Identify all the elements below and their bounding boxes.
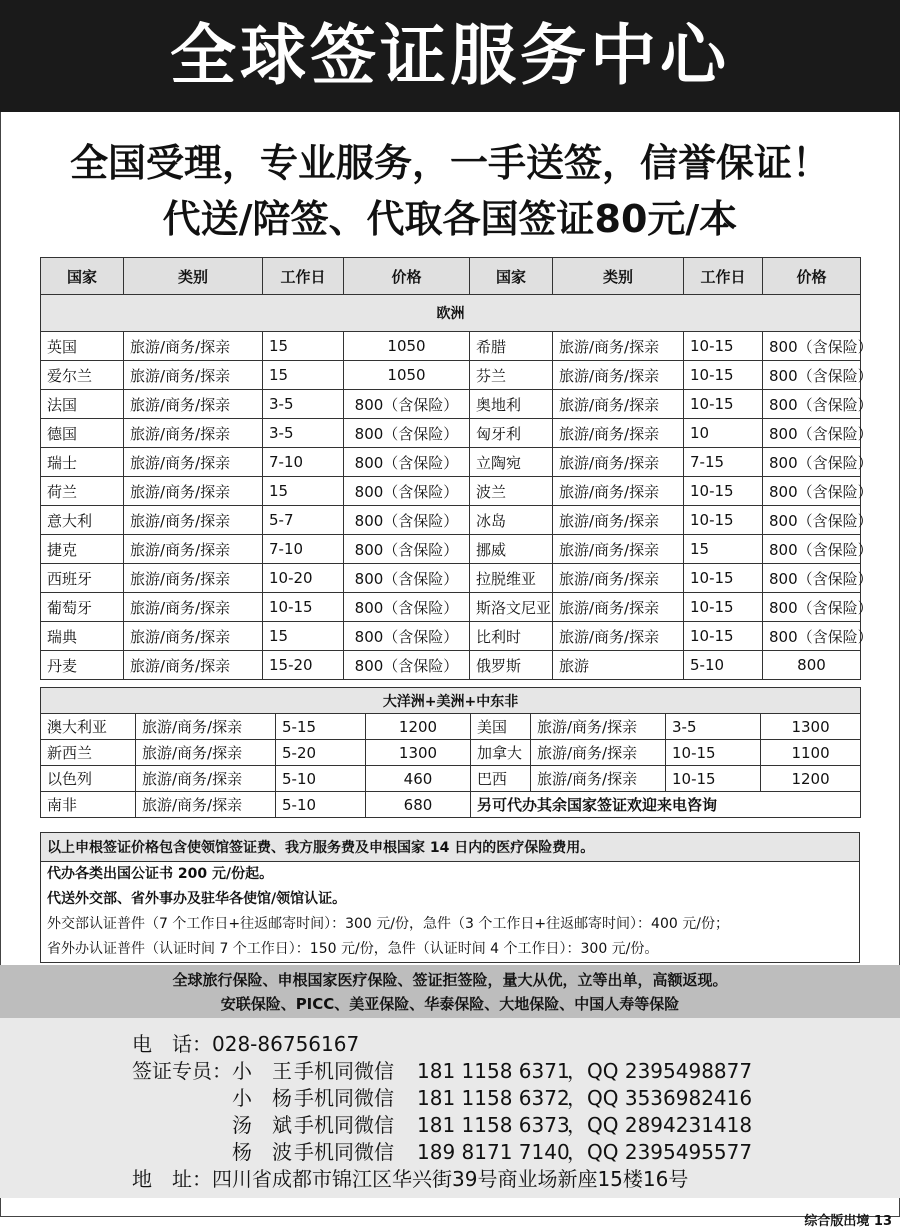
- category-cell: 旅游/商务/探亲: [124, 506, 263, 535]
- page-footer: [804, 1210, 892, 1229]
- price-cell: 800（含保险）: [763, 535, 861, 564]
- workdays-cell: 7-10: [263, 448, 344, 477]
- column-header: 价格: [344, 258, 470, 295]
- price-cell: 800（含保险）: [763, 419, 861, 448]
- workdays-cell: 7-10: [263, 535, 344, 564]
- workdays-cell: 5-7: [263, 506, 344, 535]
- workdays-cell: 10-15: [684, 506, 763, 535]
- agent-mobile: 181 1158 6372: [417, 1086, 570, 1110]
- other-countries-note: 另可代办其余国家签证欢迎来电咨询: [471, 792, 861, 818]
- price-cell: 800（含保险）: [344, 535, 470, 564]
- workdays-cell: 15: [263, 361, 344, 390]
- country-cell: 冰岛: [470, 506, 553, 535]
- price-cell: 800: [763, 651, 861, 680]
- country-cell: 丹麦: [41, 651, 124, 680]
- workdays-cell: 3-5: [263, 390, 344, 419]
- category-cell: 旅游/商务/探亲: [531, 714, 666, 740]
- price-cell: 800（含保险）: [763, 506, 861, 535]
- price-cell: 800（含保险）: [344, 506, 470, 535]
- price-cell: 800（含保险）: [344, 448, 470, 477]
- workdays-cell: 10: [684, 419, 763, 448]
- country-cell: 瑞典: [41, 622, 124, 651]
- section-title-others: 大洋洲+美洲+中东非: [41, 688, 861, 714]
- category-cell: 旅游/商务/探亲: [531, 766, 666, 792]
- note-line: 代送外交部、省外事办及驻华各使馆/领馆认证。: [47, 891, 347, 907]
- price-cell: 1300: [366, 740, 471, 766]
- workdays-cell: 10-15: [684, 477, 763, 506]
- workdays-cell: 15: [684, 535, 763, 564]
- table-row: [41, 535, 861, 564]
- price-cell: 800（含保险）: [763, 332, 861, 361]
- category-cell: 旅游/商务/探亲: [553, 506, 684, 535]
- address-row: [132, 1163, 688, 1192]
- category-cell: 旅游/商务/探亲: [136, 766, 276, 792]
- workdays-cell: 15-20: [263, 651, 344, 680]
- category-cell: 旅游/商务/探亲: [553, 564, 684, 593]
- agent-row: [232, 1055, 752, 1084]
- category-cell: 旅游/商务/探亲: [136, 714, 276, 740]
- category-cell: 旅游/商务/探亲: [124, 448, 263, 477]
- country-cell: 英国: [41, 332, 124, 361]
- country-cell: 捷克: [41, 535, 124, 564]
- phone-row: [132, 1028, 359, 1057]
- price-cell: 800（含保险）: [763, 593, 861, 622]
- column-header: 工作日: [263, 258, 344, 295]
- category-cell: 旅游/商务/探亲: [553, 361, 684, 390]
- category-cell: 旅游/商务/探亲: [553, 332, 684, 361]
- workdays-cell: 15: [263, 622, 344, 651]
- category-cell: 旅游/商务/探亲: [124, 477, 263, 506]
- agent-qq: ，QQ 3536982416: [567, 1086, 753, 1110]
- country-cell: 德国: [41, 419, 124, 448]
- workdays-cell: 5-20: [276, 740, 366, 766]
- country-cell: 意大利: [41, 506, 124, 535]
- price-cell: 800（含保险）: [763, 390, 861, 419]
- insurance-band: [0, 965, 900, 1018]
- agent-row: [232, 1082, 752, 1111]
- agent-note: 手机同微信: [294, 1113, 394, 1137]
- slogan-line-2: 代送/陪签、代取各国签证80元/本: [162, 197, 738, 241]
- price-cell: 800（含保险）: [344, 593, 470, 622]
- workdays-cell: 5-15: [276, 714, 366, 740]
- agent-note: 手机同微信: [294, 1059, 394, 1083]
- note-line: 代办各类出国公证书 200 元/份起。: [47, 866, 274, 882]
- other-regions-visa-table: [40, 687, 861, 818]
- agent-name: 杨 波: [232, 1140, 292, 1164]
- price-cell: 800（含保险）: [344, 419, 470, 448]
- price-cell: 1200: [366, 714, 471, 740]
- price-cell: 1200: [761, 766, 861, 792]
- agent-qq: ，QQ 2395495577: [567, 1140, 753, 1164]
- category-cell: 旅游/商务/探亲: [136, 792, 276, 818]
- workdays-cell: 10-15: [666, 740, 761, 766]
- country-cell: 美国: [471, 714, 531, 740]
- price-cell: 800（含保险）: [763, 361, 861, 390]
- page-number: 13: [873, 1214, 892, 1229]
- table-row: [41, 564, 861, 593]
- agent-qq: ，QQ 2894231418: [567, 1113, 753, 1137]
- column-header: 国家: [470, 258, 553, 295]
- workdays-cell: 10-20: [263, 564, 344, 593]
- category-cell: 旅游/商务/探亲: [124, 593, 263, 622]
- table-row: [41, 448, 861, 477]
- country-cell: 希腊: [470, 332, 553, 361]
- column-header: 工作日: [684, 258, 763, 295]
- phone-label: 电 话：: [132, 1032, 212, 1056]
- agent-row: [232, 1109, 752, 1138]
- column-header: 类别: [553, 258, 684, 295]
- category-cell: 旅游/商务/探亲: [124, 332, 263, 361]
- table-row: [41, 792, 861, 818]
- insurance-line-1: 全球旅行保险、申根国家医疗保险、签证拒签险，量大从优，立等出单，高额返现。: [172, 971, 728, 989]
- table-row: [41, 766, 861, 792]
- workdays-cell: 10-15: [684, 332, 763, 361]
- workdays-cell: 5-10: [684, 651, 763, 680]
- workdays-cell: 10-15: [684, 593, 763, 622]
- workdays-cell: 10-15: [684, 564, 763, 593]
- workdays-cell: 10-15: [263, 593, 344, 622]
- workdays-cell: 7-15: [684, 448, 763, 477]
- workdays-cell: 10-15: [666, 766, 761, 792]
- table-header-row: [41, 258, 861, 295]
- category-cell: 旅游/商务/探亲: [553, 593, 684, 622]
- agent-note: 手机同微信: [294, 1140, 394, 1164]
- country-cell: 南非: [41, 792, 136, 818]
- price-cell: 800（含保险）: [763, 622, 861, 651]
- price-cell: 800（含保险）: [344, 651, 470, 680]
- price-cell: 800（含保险）: [763, 448, 861, 477]
- workdays-cell: 3-5: [263, 419, 344, 448]
- slogan-line-1: 全国受理，专业服务，一手送签，信誉保证！: [69, 141, 830, 185]
- agent-name: 小 王: [232, 1059, 292, 1083]
- insurance-line-2: 安联保险、PICC、美亚保险、华泰保险、大地保险、中国人寿等保险: [220, 995, 680, 1013]
- table-row: [41, 593, 861, 622]
- price-cell: 1050: [344, 332, 470, 361]
- country-cell: 新西兰: [41, 740, 136, 766]
- category-cell: 旅游/商务/探亲: [136, 740, 276, 766]
- workdays-cell: 15: [263, 477, 344, 506]
- section-row-others: [41, 688, 861, 714]
- price-cell: 460: [366, 766, 471, 792]
- workdays-cell: 10-15: [684, 622, 763, 651]
- workdays-cell: 15: [263, 332, 344, 361]
- category-cell: 旅游/商务/探亲: [124, 651, 263, 680]
- price-cell: 800（含保险）: [763, 564, 861, 593]
- country-cell: 立陶宛: [470, 448, 553, 477]
- category-cell: 旅游/商务/探亲: [124, 564, 263, 593]
- country-cell: 西班牙: [41, 564, 124, 593]
- section-row-europe: [41, 295, 861, 332]
- country-cell: 斯洛文尼亚: [470, 593, 553, 622]
- price-cell: 1050: [344, 361, 470, 390]
- agent-note: 手机同微信: [294, 1086, 394, 1110]
- category-cell: 旅游/商务/探亲: [553, 448, 684, 477]
- workdays-cell: 5-10: [276, 766, 366, 792]
- workdays-cell: 10-15: [684, 390, 763, 419]
- column-header: 类别: [124, 258, 263, 295]
- page-title: 全球签证服务中心: [0, 0, 900, 112]
- notes-box: [40, 832, 860, 963]
- price-note: 以上申根签证价格包含使领馆签证费、我方服务费及申根国家 14 日内的医疗保险费用。: [41, 833, 859, 862]
- category-cell: 旅游/商务/探亲: [553, 419, 684, 448]
- country-cell: 以色列: [41, 766, 136, 792]
- category-cell: 旅游/商务/探亲: [124, 622, 263, 651]
- category-cell: 旅游/商务/探亲: [124, 419, 263, 448]
- category-cell: 旅游/商务/探亲: [124, 535, 263, 564]
- table-row: [41, 651, 861, 680]
- note-line: 外交部认证普件（7 个工作日+往返邮寄时间）：300 元/份，急件（3 个工作日+往返邮寄时间）：400 元/份；: [47, 916, 729, 932]
- country-cell: 法国: [41, 390, 124, 419]
- category-cell: 旅游/商务/探亲: [531, 740, 666, 766]
- country-cell: 俄罗斯: [470, 651, 553, 680]
- table-row: [41, 506, 861, 535]
- country-cell: 澳大利亚: [41, 714, 136, 740]
- agent-mobile: 181 1158 6373: [417, 1113, 570, 1137]
- agent-name: 小 杨: [232, 1086, 292, 1110]
- phone-number: 028-86756167: [212, 1032, 360, 1056]
- price-cell: 800（含保险）: [344, 622, 470, 651]
- agent-mobile: 189 8171 7140: [417, 1140, 570, 1164]
- price-cell: 800（含保险）: [344, 477, 470, 506]
- workdays-cell: 10-15: [684, 361, 763, 390]
- country-cell: 加拿大: [471, 740, 531, 766]
- category-cell: 旅游/商务/探亲: [553, 477, 684, 506]
- table-row: [41, 714, 861, 740]
- column-header: 价格: [763, 258, 861, 295]
- workdays-cell: 5-10: [276, 792, 366, 818]
- column-header: 国家: [41, 258, 124, 295]
- address-text: 四川省成都市锦江区华兴街39号商业场新座15楼16号: [212, 1167, 689, 1191]
- price-cell: 800（含保险）: [344, 564, 470, 593]
- europe-visa-table: [40, 257, 873, 680]
- country-cell: 荷兰: [41, 477, 124, 506]
- agent-mobile: 181 1158 6371: [417, 1059, 570, 1083]
- category-cell: 旅游: [553, 651, 684, 680]
- country-cell: 奥地利: [470, 390, 553, 419]
- price-cell: 800（含保险）: [763, 477, 861, 506]
- contact-section: [0, 1018, 900, 1198]
- agent-name: 汤 斌: [232, 1113, 292, 1137]
- agents-label: 签证专员：: [132, 1059, 232, 1083]
- category-cell: 旅游/商务/探亲: [124, 361, 263, 390]
- table-row: [41, 622, 861, 651]
- category-cell: 旅游/商务/探亲: [553, 535, 684, 564]
- country-cell: 爱尔兰: [41, 361, 124, 390]
- country-cell: 拉脱维亚: [470, 564, 553, 593]
- country-cell: 波兰: [470, 477, 553, 506]
- price-cell: 1300: [761, 714, 861, 740]
- country-cell: 瑞士: [41, 448, 124, 477]
- address-label: 地 址：: [132, 1167, 212, 1191]
- price-cell: 680: [366, 792, 471, 818]
- agent-qq: ，QQ 2395498877: [567, 1059, 753, 1083]
- section-name: 综合版出境: [804, 1214, 870, 1229]
- category-cell: 旅游/商务/探亲: [553, 622, 684, 651]
- table-row: [41, 332, 861, 361]
- section-title-europe: 欧洲: [41, 295, 861, 332]
- agent-row: [232, 1136, 752, 1165]
- workdays-cell: 3-5: [666, 714, 761, 740]
- table-row: [41, 419, 861, 448]
- country-cell: 匈牙利: [470, 419, 553, 448]
- table-row: [41, 477, 861, 506]
- category-cell: 旅游/商务/探亲: [553, 390, 684, 419]
- table-row: [41, 390, 861, 419]
- country-cell: 芬兰: [470, 361, 553, 390]
- category-cell: 旅游/商务/探亲: [124, 390, 263, 419]
- note-line: 省外办认证普件（认证时间 7 个工作日）：150 元/份，急件（认证时间 4 个工作日）：300 元/份。: [47, 941, 659, 957]
- country-cell: 比利时: [470, 622, 553, 651]
- country-cell: 葡萄牙: [41, 593, 124, 622]
- table-row: [41, 361, 861, 390]
- country-cell: 挪威: [470, 535, 553, 564]
- price-cell: 800（含保险）: [344, 390, 470, 419]
- price-cell: 1100: [761, 740, 861, 766]
- table-row: [41, 740, 861, 766]
- country-cell: 巴西: [471, 766, 531, 792]
